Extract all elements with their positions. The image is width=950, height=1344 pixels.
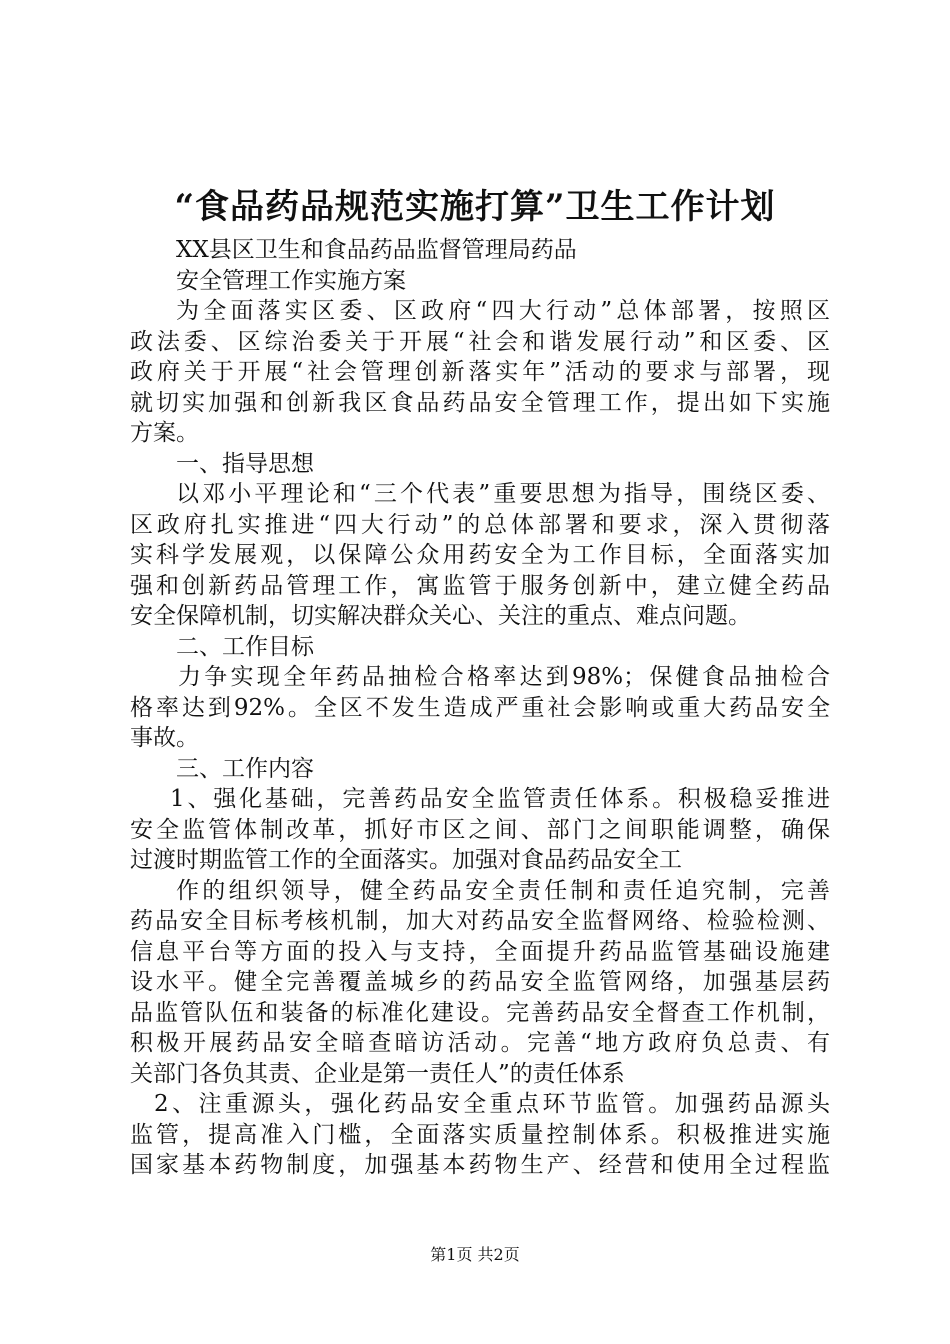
body-line: 1、强化基础，完善药品安全监管责任体系。积极稳妥推进 — [170, 786, 830, 812]
body-line: 事故。 — [130, 725, 199, 751]
body-line: 政法委、区综治委关于开展“社会和谐发展行动”和区委、区 — [130, 328, 830, 355]
body-line: 监管，提高准入门槛，全面落实质量控制体系。积极推进实施 — [130, 1121, 830, 1148]
body-line: 安全管理工作实施方案 — [176, 267, 406, 294]
document-body — [130, 235, 830, 1181]
body-line: 安全监管体制改革，抓好市区之间、部门之间职能调整，确保 — [130, 816, 830, 843]
document-title: “食品药品规范实施打算”卫生工作计划 — [174, 187, 776, 227]
body-line: 品监管队伍和装备的标准化建设。完善药品安全督查工作机制， — [130, 999, 830, 1026]
body-line: 设水平。健全完善覆盖城乡的药品安全监管网络，加强基层药 — [130, 969, 830, 995]
body-line: 作的组织领导，健全药品安全责任制和责任追究制，完善 — [176, 877, 830, 904]
section-heading: 一、指导思想 — [176, 450, 314, 477]
body-line: 区政府扎实推进“四大行动”的总体部署和要求，深入贯彻落 — [130, 511, 830, 538]
body-line: 为全面落实区委、区政府“四大行动”总体部署，按照区 — [176, 298, 830, 324]
body-line: XX县区卫生和食品药品监督管理局药品 — [176, 237, 577, 263]
body-line: 方案。 — [130, 420, 199, 446]
body-line: 力争实现全年药品抽检合格率达到98%；保健食品抽检合 — [178, 664, 830, 690]
body-line: 药品安全目标考核机制，加大对药品安全监督网络、检验检测、 — [130, 908, 830, 934]
section-heading: 三、工作内容 — [176, 755, 314, 782]
body-line: 信息平台等方面的投入与支持，全面提升药品监管基础设施建 — [130, 938, 830, 965]
body-line: 就切实加强和创新我区食品药品安全管理工作，提出如下实施 — [130, 389, 830, 416]
body-line: 安全保障机制，切实解决群众关心、关注的重点、难点问题。 — [130, 603, 751, 629]
body-line: 关部门各负其责、企业是第一责任人”的责任体系 — [130, 1060, 625, 1087]
body-line: 以邓小平理论和“三个代表”重要思想为指导，围绕区委、 — [176, 481, 830, 507]
page-footer: 第1页 共2页 — [430, 1245, 520, 1264]
body-line: 过渡时期监管工作的全面落实。加强对食品药品安全工 — [130, 847, 682, 873]
body-line: 强和创新药品管理工作，寓监管于服务创新中，建立健全药品 — [130, 572, 830, 599]
body-line: 政府关于开展“社会管理创新落实年”活动的要求与部署，现 — [130, 359, 830, 385]
body-line: 国家基本药物制度，加强基本药物生产、经营和使用全过程监 — [130, 1152, 830, 1178]
body-line: 2、注重源头，强化药品安全重点环节监管。加强药品源头 — [154, 1091, 830, 1117]
body-line: 格率达到92%。全区不发生造成严重社会影响或重大药品安全 — [130, 694, 830, 721]
section-heading: 二、工作目标 — [176, 633, 314, 660]
body-line: 实科学发展观，以保障公众用药安全为工作目标，全面落实加 — [130, 542, 830, 568]
body-line: 积极开展药品安全暗查暗访活动。完善“地方政府负总责、有 — [130, 1030, 830, 1056]
